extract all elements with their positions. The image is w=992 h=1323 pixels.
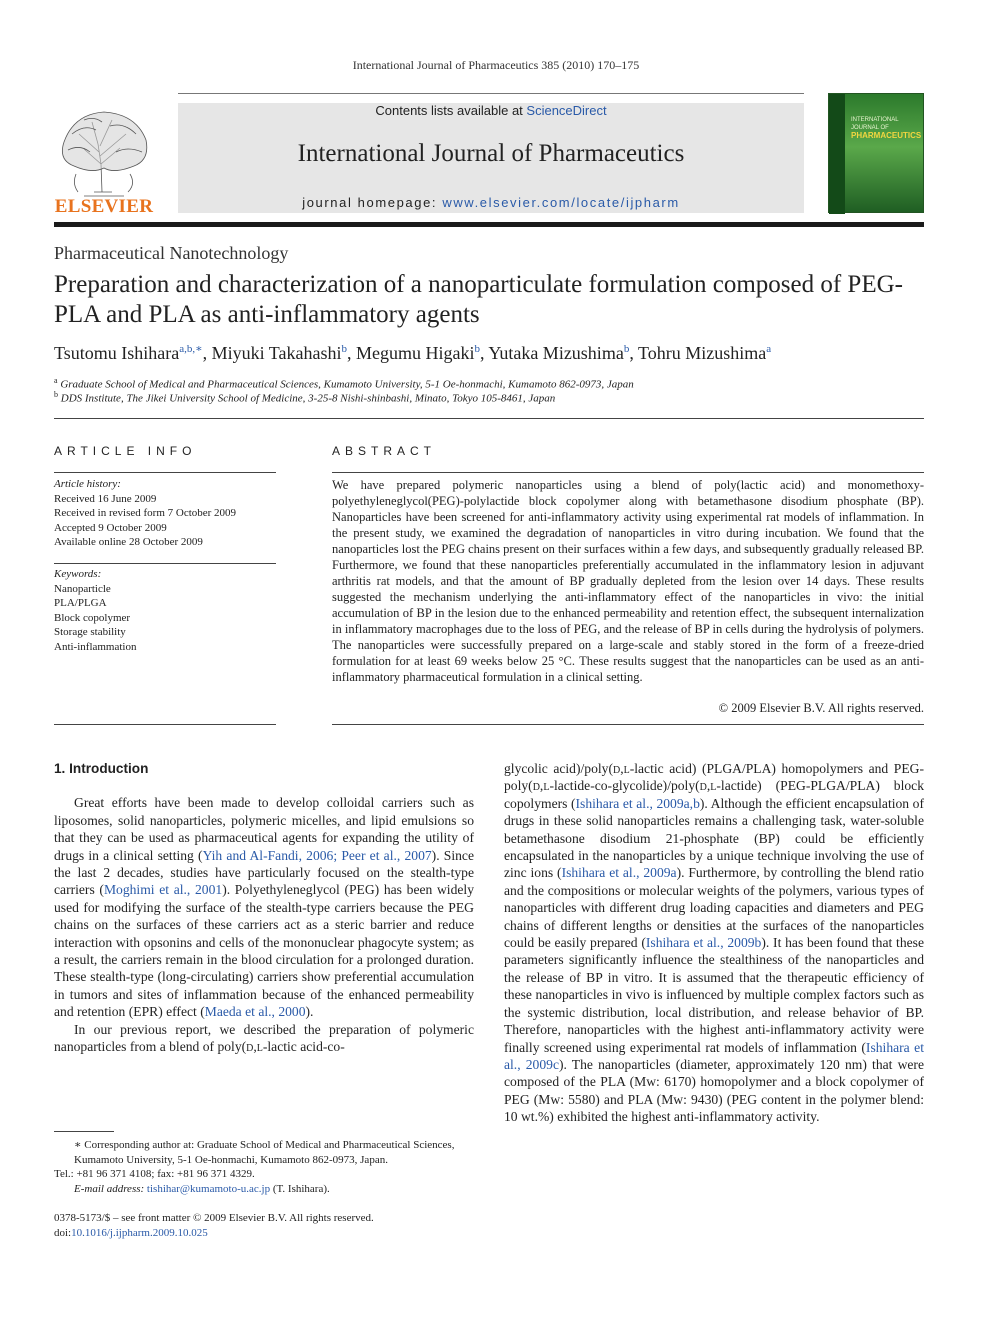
masthead-bottom-rule (54, 222, 924, 227)
keywords-heading: Keywords: (54, 568, 102, 580)
article-history (54, 477, 276, 550)
keyword: Anti-inflammation (54, 640, 137, 653)
cover-text (851, 116, 921, 141)
affiliation: $^a$ Graduate School of Medical and Pharmaceutical Sciences, Kumamoto University, 5-1 Oe-honmachi, Kumamoto 862-0973, Japan (54, 376, 634, 391)
keyword: PLA/PLGA (54, 597, 107, 609)
intro-paragraph-2: In our previous report, we described the preparation of polymeric nanoparticles from a blend of poly(d,l-lactic acid-co- (54, 1021, 474, 1055)
author: Megumu Higaki$^b$, (355, 343, 489, 363)
section-label: Pharmaceutical Nanotechnology (54, 243, 289, 263)
journal-cover-thumbnail (828, 93, 924, 213)
abstract-text: We have prepared polymeric nanoparticles using a blend of poly(lactic acid) and monomethoxy-polyethyleneglycol(PEG)-polylactide block copolymer along with betamethasone disodium phosphate (BP). Nanoparticles have been screened for anti-inflammatory activity using experimental rat models of inflammation. In the present study, we examined the degradation of nanoparticles in vitro during incubation. We found that the nanoparticles lost the PEG chains present on their surfaces within a few days, and subsequently gradually released BP. Furthermore, we found that these nanoparticles preferentially accumulated in the inflammatory lesion in adjuvant arthritis rat models, and that the amount of BP gradually depleted from the lesion over 14 days. These results suggested the mechanism underlying the anti-inflammatory effect of the nanoparticles in vivo: the initial accumulation of BP in the lesion due to the enhanced permeability and retention effect, the subsequent internalization in inflammatory macrophages due to the loss of PEG, and the release of BP in cells during the hydrolysis of polymers. The nanoparticles were successfully prepared on a large-scale and stably stored in the form of a freeze-dried formulation for at least 69 weeks below 25 °C. These results suggest that the nanoparticles can be used as an anti-inflammatory pharmaceutical formulation in a clinical setting. (332, 478, 924, 684)
author: Tsutomu Ishihara$^{a,b,∗}$, (54, 343, 212, 363)
intro-paragraph-2-continued: glycolic acid)/poly(d,l-lactic acid) (PLGA/PLA) homopolymers and PEG-poly(d,l-lactide-co-glycolide)/poly(d,l-lactide) (PEG-PLGA/PLA) block copolymers (Ishihara et al., 2009a,b). Although the efficient encapsulation of drugs in these solid nanoparticles remains a challenging task, water-soluble betamethasone disodium 21-phosphate (BP) could be efficiently encapsulated in the nanoparticles by a unique technique involving the use of zinc ions (Ishihara et al., 2009a). Furthermore, by controlling the blend ratio and the compositions or molecular weights of the polymers, various types of nanoparticles with different drug loading capacities and diameters and PEG chains of different lengths or densities at the surfaces of the nanoparticles could be easily prepared (Ishihara et al., 2009b). It has been found that these parameters significantly influence the stealthiness of the nanoparticles and the release of BP in vitro. It is assumed that the therapeutic efficiency of these nanoparticles in vivo is influenced by multiple complex factors such as the systemic distribution, local distribution, and release behavior of BP. Therefore, nanoparticles with the highest anti-inflammatory activity were finally screened using experimental rat models of inflammation (Ishihara et al., 2009c). The nanoparticles (diameter, approximately 120 nm) that were composed of the PLA (Mw: 6170) homopolymer and a block copolymer of PEG (Mw: 5580) and PLA (Mw: 9430) (PEG content in the polymer blend: 10 wt.%) exhibited the highest anti-inflammatory activity. (504, 761, 924, 1125)
doi-line: doi:10.1016/j.ijpharm.2009.10.025 (54, 1227, 208, 1239)
footnote-address: ∗ Corresponding author at: Graduate School of Medical and Pharmaceutical Sciences, Kumamoto University, 5-1 Oe-honmachi, Kumamoto 862-0973, Japan. (74, 1139, 455, 1166)
body-column-left (54, 760, 474, 1056)
keyword: Block copolymer (54, 611, 131, 624)
citation-link[interactable]: Ishihara et al., 2009a,b (575, 795, 700, 811)
keyword: Nanoparticle (54, 582, 111, 595)
intro-paragraph-1: Great efforts have been made to develop colloidal carriers such as liposomes, solid nanoparticles, polymeric micelles, and lipid emulsions so that they can be used as pharmaceutical agents for expanding the utility of drugs in a clinical setting (Yih and Al-Fandi, 2006; Peer et al., 2007). Since the last 2 decades, studies have particularly focused on the stealth-type carriers (Moghimi et al., 2001). Polyethyleneglycol (PEG) has been widely used for modifying the surface of the stealth-type carriers because the PEG chains on the surfaces of these carriers act as a steric barrier and reduce interaction with opsonins and cells of the mononuclear phagocyte system; as a result, the carriers remain in the blood circulation for a prolonged duration. These stealth-type (long-circulating) carriers show preferential accumulation in tumors and sites of inflammation because of the enhanced permeability and retention (EPR) effect (Maeda et al., 2000). (54, 795, 474, 1020)
citation-link[interactable]: Ishihara et al., 2009c (504, 1039, 924, 1072)
footnote-phone: Tel.: +81 96 371 4108; fax: +81 96 371 4329. (54, 1168, 255, 1180)
homepage-prefix: journal homepage: (302, 195, 443, 210)
contents-prefix: Contents lists available at (375, 103, 527, 118)
author-affil-mark[interactable]: a,b,∗ (179, 343, 203, 355)
corresponding-author-footnote (54, 1138, 474, 1196)
divider (332, 472, 924, 473)
author: Miyuki Takahashi$^b$, (211, 343, 356, 363)
article-info-heading: ARTICLE INFO (54, 444, 197, 458)
author-affil-mark[interactable]: b (474, 343, 480, 355)
author-list (54, 342, 924, 364)
history-item: Received in revised form 7 October 2009 (54, 507, 237, 519)
author: Yutaka Mizushima$^b$, (488, 343, 638, 363)
email-link[interactable]: tishihar@kumamoto-u.ac.jp (146, 1182, 271, 1195)
introduction-heading: 1. Introduction (54, 761, 149, 776)
contents-line (178, 103, 804, 118)
footnote-rule (54, 1131, 114, 1132)
keyword: Storage stability (54, 626, 126, 638)
history-item: Accepted 9 October 2009 (54, 521, 167, 534)
abstract-copyright: © 2009 Elsevier B.V. All rights reserved. (718, 701, 924, 715)
divider (332, 724, 924, 725)
citation-link[interactable]: Maeda et al., 2000 (204, 1004, 306, 1020)
masthead-top-rule (178, 93, 804, 94)
sciencedirect-link[interactable]: ScienceDirect (526, 103, 607, 118)
cover-line2: PHARMACEUTICS (851, 131, 922, 140)
cover-line1: INTERNATIONAL JOURNAL OF (851, 117, 899, 131)
divider (54, 724, 276, 725)
history-item: Available online 28 October 2009 (54, 536, 203, 548)
elsevier-wordmark: ELSEVIER (54, 196, 154, 217)
journal-homepage-link[interactable]: www.elsevier.com/locate/ijpharm (442, 195, 680, 210)
keywords (54, 567, 276, 654)
journal-title: International Journal of Pharmaceutics (297, 140, 685, 167)
divider (54, 563, 276, 564)
doi-link[interactable]: 10.1016/j.ijpharm.2009.10.025 (71, 1227, 208, 1239)
issn-text: 0378-5173/$ – see front matter © 2009 Elsevier B.V. All rights reserved. (54, 1212, 374, 1224)
running-head: International Journal of Pharmaceutics 385 (2010) 170–175 (352, 58, 640, 72)
author-affil-mark[interactable]: b (341, 343, 347, 355)
citation-link[interactable]: Ishihara et al., 2009b (645, 935, 762, 951)
abstract-heading: ABSTRACT (332, 444, 437, 458)
author: Tohru Mizushima$^a$ (638, 343, 772, 363)
affiliation: $^b$ DDS Institute, The Jikei University School of Medicine, 3-25-8 Nishi-shinbashi, Minato, Tokyo 105-8461, Japan (54, 390, 556, 405)
footnote-email: E-mail address: tishihar@kumamoto-u.ac.jp (T. Ishihara). (74, 1182, 330, 1195)
citation-link[interactable]: Yih and Al-Fandi, 2006; Peer et al., 2007 (202, 847, 432, 863)
history-heading: Article history: (54, 478, 121, 490)
cover-spine (829, 94, 845, 214)
citation-link[interactable]: Moghimi et al., 2001 (103, 882, 223, 898)
divider (54, 418, 924, 419)
body-column-right (504, 760, 924, 1126)
divider (54, 472, 276, 473)
citation-link[interactable]: Ishihara et al., 2009a (561, 865, 677, 881)
article-title: Preparation and characterization of a nanoparticulate formulation composed of PEG-PLA and PLA as anti-inflammatory agents (54, 271, 903, 328)
issn-line (54, 1211, 474, 1241)
homepage-line (178, 195, 804, 210)
history-item: Received 16 June 2009 (54, 492, 157, 505)
author-affil-mark[interactable]: b (623, 343, 630, 355)
author-affil-mark[interactable]: a (766, 343, 772, 355)
